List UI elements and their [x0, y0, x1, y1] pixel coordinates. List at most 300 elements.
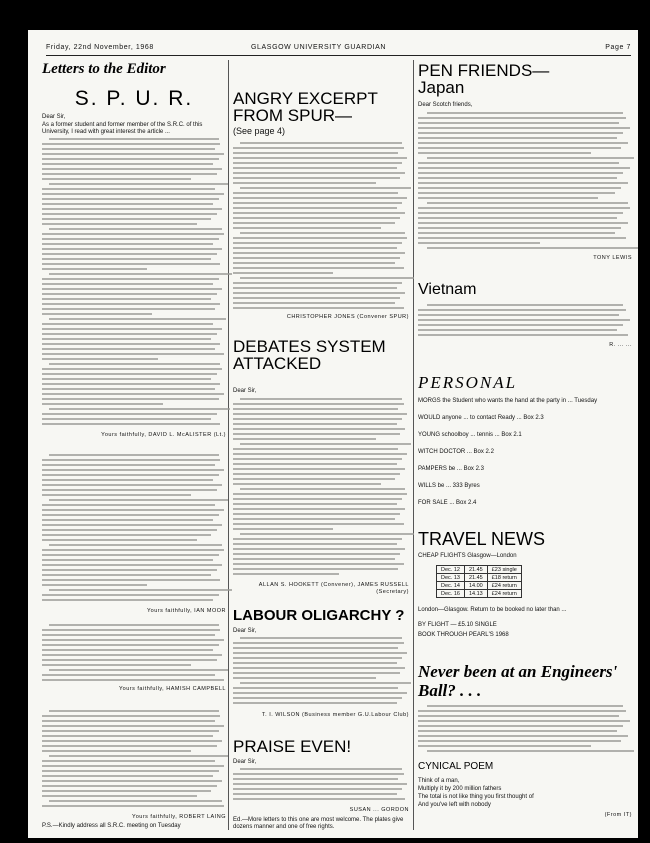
fare-row — [437, 566, 522, 574]
text-line — [42, 298, 211, 300]
text-line — [42, 504, 215, 506]
text-line — [233, 197, 407, 199]
text-line — [42, 740, 222, 742]
text-line — [418, 222, 628, 224]
praise-signature: SUSAN ... GORDON — [349, 807, 409, 813]
text-line — [233, 217, 400, 219]
text-line — [42, 148, 215, 150]
text-line — [42, 313, 152, 315]
labour-salutation: Dear Sir, — [233, 628, 257, 634]
text-line — [42, 218, 211, 220]
text-line — [233, 687, 398, 689]
vietnam-headline: Vietnam — [418, 281, 477, 298]
page-header — [46, 42, 631, 56]
text-line — [233, 657, 402, 659]
text-line — [42, 158, 219, 160]
personal-ad-item: MORGS the Student who wants the hand at the party in ... Tuesday — [418, 398, 598, 404]
text-line — [233, 307, 404, 309]
text-line — [427, 112, 624, 114]
personal-ad-item: PAMPERS be ... Box 2.3 — [418, 466, 484, 472]
text-line — [42, 198, 219, 200]
text-line — [418, 187, 621, 189]
text-line — [418, 182, 628, 184]
travel-booking-line: BOOK THROUGH PEARL'S 1968 — [418, 632, 509, 638]
text-line — [42, 474, 219, 476]
text-line — [233, 227, 381, 229]
fare-cell: Dec. 12 — [437, 566, 465, 574]
text-line — [233, 282, 402, 284]
text-line — [418, 197, 598, 199]
pen-friends-intro: Dear Scotch friends, — [418, 102, 473, 108]
text-line — [233, 247, 397, 249]
labour-signature: T. I. WILSON (Business member G.U.Labour Club) — [261, 712, 409, 718]
text-line — [42, 534, 211, 536]
text-line — [42, 514, 219, 516]
text-line — [42, 549, 224, 551]
text-line — [42, 649, 213, 651]
text-line — [418, 142, 628, 144]
text-line — [233, 788, 402, 790]
letter-body-text — [42, 454, 226, 604]
text-line — [233, 783, 407, 785]
text-line — [233, 152, 398, 154]
text-line — [240, 488, 405, 490]
text-line — [233, 413, 407, 415]
text-line — [233, 528, 333, 530]
text-line — [233, 147, 404, 149]
text-line — [42, 745, 217, 747]
text-line — [42, 775, 213, 777]
fare-cell: Dec. 13 — [437, 574, 465, 582]
text-line — [233, 478, 395, 480]
text-line — [233, 403, 404, 405]
text-line — [418, 314, 619, 316]
text-line — [42, 564, 222, 566]
text-line — [233, 433, 400, 435]
letter-body-text — [42, 138, 226, 428]
pen-friends-signature: TONY LEWIS — [593, 255, 632, 261]
text-line — [418, 309, 626, 311]
header-paper-title: GLASGOW UNIVERSITY GUARDIAN — [251, 44, 387, 51]
personal-ad-item: FOR SALE ... Box 2.4 — [418, 500, 477, 506]
text-line — [233, 568, 398, 570]
fare-cell: £23 single — [487, 566, 521, 574]
text-line — [42, 524, 222, 526]
text-line — [42, 398, 219, 400]
text-line — [418, 227, 621, 229]
text-line — [42, 494, 191, 496]
text-line — [233, 793, 397, 795]
text-line — [49, 669, 227, 671]
text-line — [233, 543, 397, 545]
text-line — [42, 423, 220, 425]
text-line — [42, 258, 211, 260]
text-line — [42, 403, 163, 405]
text-line — [233, 262, 395, 264]
angry-excerpt-body — [233, 142, 409, 312]
text-line — [427, 705, 624, 707]
text-line — [42, 188, 215, 190]
text-line — [42, 383, 220, 385]
text-line — [42, 378, 211, 380]
text-line — [42, 509, 224, 511]
angry-excerpt-subhead: (See page 4) — [233, 126, 286, 136]
text-line — [240, 637, 402, 639]
letter-body-text — [42, 624, 226, 684]
text-line — [418, 242, 540, 244]
personal-headline: PERSONAL — [418, 373, 518, 392]
text-line — [233, 202, 402, 204]
fare-row — [437, 574, 522, 582]
fare-cell: 21.45 — [464, 566, 487, 574]
poem-line: The total is not like thing you first thought of — [418, 794, 534, 800]
text-line — [418, 740, 621, 742]
text-line — [233, 463, 397, 465]
text-line — [233, 222, 395, 224]
text-line — [233, 558, 395, 560]
travel-note: London—Glasgow. Return to be booked no later than ... — [418, 607, 567, 613]
text-line — [42, 594, 219, 596]
poem-attribution: (From IT) — [604, 812, 632, 818]
text-line — [42, 173, 217, 175]
text-line — [233, 642, 404, 644]
text-line — [233, 483, 381, 485]
text-line — [233, 423, 397, 425]
column-rule — [413, 60, 414, 830]
text-line — [49, 228, 222, 230]
text-line — [418, 324, 623, 326]
travel-subhead: CHEAP FLIGHTS Glasgow—London — [418, 553, 517, 559]
text-line — [42, 368, 222, 370]
text-line — [42, 725, 224, 727]
text-line — [233, 157, 407, 159]
text-line — [233, 513, 400, 515]
letters-section-title: Letters to the Editor — [42, 61, 166, 77]
text-line — [418, 232, 615, 234]
text-line — [233, 662, 397, 664]
text-line — [418, 207, 630, 209]
text-line — [42, 388, 215, 390]
text-line — [49, 755, 227, 757]
fare-cell: Dec. 14 — [437, 582, 465, 590]
text-line — [42, 163, 213, 165]
text-line — [418, 177, 617, 179]
letter-opening: As a former student and former member of the S.R.C. of this University, I read with great interest the article ... — [42, 122, 203, 135]
text-line — [240, 768, 402, 770]
text-line — [418, 745, 591, 747]
debates-body — [233, 398, 409, 578]
personal-ad-item: YOUNG schoolboy ... tennis ... Box 2.1 — [418, 432, 522, 438]
text-line — [233, 418, 402, 420]
text-line — [427, 247, 638, 249]
text-line — [233, 473, 400, 475]
text-line — [42, 750, 191, 752]
pen-friends-body — [418, 112, 632, 252]
text-line — [233, 667, 405, 669]
text-line — [418, 137, 617, 139]
text-line — [240, 533, 414, 535]
text-line — [42, 539, 197, 541]
text-line — [427, 750, 635, 752]
text-line — [233, 538, 402, 540]
personal-ad-item: WILLS be ... 333 Byres — [418, 483, 480, 489]
letter-postscript: P.S.—Kindly address all S.R.C. meeting on Tuesday — [42, 823, 181, 829]
fare-cell: 21.45 — [464, 574, 487, 582]
text-line — [42, 664, 191, 666]
text-line — [233, 292, 405, 294]
text-line — [233, 207, 397, 209]
poem-line: Think of a man, — [418, 778, 460, 784]
text-line — [427, 202, 628, 204]
text-line — [42, 233, 224, 235]
text-line — [42, 238, 219, 240]
fare-cell: £24 return — [487, 582, 521, 590]
text-line — [42, 780, 222, 782]
angry-excerpt-headline: ANGRY EXCERPT FROM SPUR— — [233, 89, 378, 125]
text-line — [418, 212, 623, 214]
header-date: Friday, 22nd November, 1968 — [46, 44, 154, 51]
text-line — [42, 599, 213, 601]
text-line — [42, 338, 211, 340]
text-line — [42, 223, 197, 225]
personal-ads — [418, 398, 632, 518]
spur-headline: S. P. U. R. — [74, 87, 194, 110]
text-line — [42, 323, 213, 325]
praise-body — [233, 768, 409, 804]
text-line — [49, 408, 229, 410]
letter-salutation: Dear Sir, — [42, 114, 66, 120]
text-line — [49, 710, 218, 712]
text-line — [240, 142, 402, 144]
text-line — [233, 172, 405, 174]
middle-column — [233, 62, 409, 832]
text-line — [233, 573, 339, 575]
text-line — [418, 132, 623, 134]
text-line — [233, 523, 404, 525]
fare-cell: 14.13 — [464, 590, 487, 598]
text-line — [233, 493, 407, 495]
text-line — [42, 178, 191, 180]
praise-salutation: Dear Sir, — [233, 759, 257, 765]
letter-signature: Yours faithfully, ROBERT LAING — [132, 814, 226, 820]
text-line — [42, 805, 224, 807]
debates-signature: ALLAN S. HOOKETT (Convener), JAMES RUSSELL (Secretary) — [258, 582, 409, 595]
text-line — [233, 177, 400, 179]
right-column — [418, 62, 632, 832]
text-line — [233, 468, 405, 470]
text-line — [418, 162, 619, 164]
text-line — [42, 569, 217, 571]
text-line — [42, 393, 224, 395]
text-line — [418, 334, 628, 336]
text-line — [233, 438, 376, 440]
personal-ad-item: WOULD anyone ... to contact Ready ... Box 2.3 — [418, 415, 544, 421]
text-line — [42, 674, 215, 676]
travel-news-headline: TRAVEL NEWS — [418, 529, 546, 549]
text-line — [233, 458, 402, 460]
text-line — [42, 208, 222, 210]
text-line — [42, 343, 220, 345]
fare-cell: £18 return — [487, 574, 521, 582]
text-line — [42, 770, 219, 772]
text-line — [42, 333, 217, 335]
text-line — [233, 167, 397, 169]
text-line — [42, 418, 211, 420]
text-line — [233, 272, 333, 274]
text-line — [418, 122, 619, 124]
text-line — [233, 647, 398, 649]
text-line — [42, 143, 220, 145]
text-line — [42, 715, 220, 717]
letter-signature: Yours faithfully, HAMISH CAMPBELL — [119, 686, 226, 692]
flight-fares-table — [436, 565, 522, 598]
text-line — [42, 348, 215, 350]
text-line — [418, 117, 626, 119]
text-line — [233, 252, 405, 254]
text-line — [42, 634, 215, 636]
text-line — [42, 203, 213, 205]
header-page-number: Page 7 — [605, 44, 631, 51]
text-line — [233, 563, 404, 565]
text-line — [42, 629, 220, 631]
text-line — [42, 459, 220, 461]
text-line — [49, 624, 218, 626]
text-line — [42, 278, 219, 280]
text-line — [49, 499, 227, 501]
text-line — [418, 147, 621, 149]
text-line — [42, 263, 220, 265]
poem-line: And you've left with nobody — [418, 802, 491, 808]
text-line — [233, 773, 404, 775]
text-line — [42, 358, 158, 360]
text-line — [240, 187, 411, 189]
travel-flight-line: BY FLIGHT — £5.10 SINGLE — [418, 622, 497, 628]
personal-ad-item: WITCH DOCTOR ... Box 2.2 — [418, 449, 494, 455]
text-line — [42, 469, 224, 471]
text-line — [49, 183, 227, 185]
text-line — [233, 508, 405, 510]
text-line — [42, 785, 217, 787]
text-line — [418, 715, 619, 717]
text-line — [427, 304, 624, 306]
fare-cell: Dec. 16 — [437, 590, 465, 598]
debates-headline: DEBATES SYSTEM ATTACKED — [233, 337, 386, 373]
angry-excerpt-signature: CHRISTOPHER JONES (Convener SPUR) — [286, 314, 409, 320]
poem-line: Multiply it by 200 million fathers — [418, 786, 502, 792]
letters-column — [42, 62, 226, 832]
text-line — [42, 579, 220, 581]
text-line — [42, 639, 224, 641]
text-line — [42, 268, 147, 270]
fare-row — [437, 590, 522, 598]
text-line — [42, 248, 222, 250]
text-line — [42, 519, 213, 521]
cynical-poem-headline: CYNICAL POEM — [418, 761, 494, 772]
text-line — [42, 584, 147, 586]
text-line — [49, 138, 218, 140]
text-line — [233, 257, 400, 259]
text-line — [49, 544, 222, 546]
text-line — [233, 548, 405, 550]
text-line — [42, 765, 224, 767]
text-line — [42, 735, 213, 737]
text-line — [233, 652, 407, 654]
text-line — [418, 152, 591, 154]
text-line — [49, 800, 222, 802]
text-line — [42, 293, 217, 295]
text-line — [42, 303, 220, 305]
column-rule — [228, 60, 229, 830]
text-line — [42, 479, 213, 481]
text-line — [418, 127, 630, 129]
text-line — [42, 168, 222, 170]
text-line — [233, 302, 395, 304]
text-line — [418, 720, 630, 722]
scan-border — [0, 0, 28, 843]
text-line — [240, 443, 411, 445]
text-line — [42, 529, 217, 531]
text-line — [233, 192, 398, 194]
text-line — [233, 553, 400, 555]
text-line — [42, 328, 222, 330]
text-line — [233, 242, 402, 244]
debates-salutation: Dear Sir, — [233, 388, 257, 394]
text-line — [233, 503, 397, 505]
text-line — [42, 193, 224, 195]
text-line — [233, 702, 397, 704]
text-line — [42, 559, 213, 561]
text-line — [418, 217, 617, 219]
text-line — [418, 735, 628, 737]
text-line — [42, 308, 215, 310]
text-line — [42, 730, 219, 732]
text-line — [418, 172, 623, 174]
text-line — [42, 654, 222, 656]
text-line — [233, 428, 405, 430]
text-line — [233, 182, 376, 184]
text-line — [42, 644, 219, 646]
text-line — [42, 795, 197, 797]
text-line — [240, 398, 402, 400]
letter-signature: Yours faithfully, DAVID L. McALISTER (Lt.) — [101, 432, 226, 438]
text-line — [233, 408, 398, 410]
text-line — [240, 682, 411, 684]
text-line — [42, 489, 217, 491]
text-line — [42, 790, 211, 792]
text-line — [42, 720, 215, 722]
text-line — [42, 679, 224, 681]
text-line — [49, 363, 220, 365]
text-line — [42, 574, 211, 576]
fare-cell: £24 return — [487, 590, 521, 598]
text-line — [42, 659, 217, 661]
text-line — [233, 453, 407, 455]
text-line — [418, 710, 626, 712]
text-line — [42, 554, 219, 556]
letter-signature: Yours faithfully, IAN MOOR — [146, 608, 226, 614]
newspaper-page — [28, 30, 638, 838]
text-line — [42, 373, 217, 375]
text-line — [49, 454, 218, 456]
text-line — [233, 498, 402, 500]
fare-cell: 14.00 — [464, 582, 487, 590]
text-line — [418, 167, 630, 169]
text-line — [233, 297, 400, 299]
praise-even-headline: PRAISE EVEN! — [233, 737, 352, 756]
text-line — [42, 213, 217, 215]
text-line — [240, 232, 405, 234]
text-line — [42, 484, 222, 486]
